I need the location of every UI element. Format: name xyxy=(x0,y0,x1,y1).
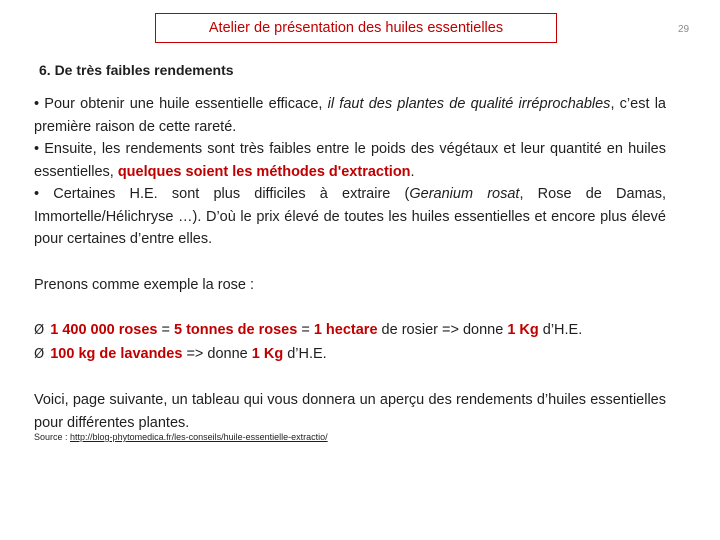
bullet-paragraph xyxy=(34,138,666,183)
bullet-text: Pour obtenir une huile essentielle efficace, xyxy=(39,96,328,112)
equals-text: = xyxy=(297,322,314,338)
yield-text: d’H.E. xyxy=(538,322,583,338)
closing-paragraph: Voici, page suivante, un tableau qui vous donnera un aperçu des rendements d’huiles essentielles pour différentes plantes. xyxy=(34,392,666,431)
yield-line-lavandes xyxy=(34,343,666,367)
tonnes-quantity: 5 tonnes de roses xyxy=(174,322,298,338)
bullet-marker: • xyxy=(34,141,40,157)
yield-line-roses xyxy=(34,319,666,343)
section-heading: 6. De très faibles rendements xyxy=(39,62,234,78)
bullet-text: , Rose de Damas, Immortelle/Hélichryse …). D’où le prix élevé de toutes les huiles essentielles et encore plus élevé pour certaines d’entre elles. xyxy=(34,186,666,247)
bullet-text: Ensuite, les rendements sont très faibles entre le poids des végétaux et leur quantité en huiles essentielles, xyxy=(34,141,666,180)
source-link[interactable]: http://blog-phytomedica.fr/les-conseils/huile-essentielle-extractio/ xyxy=(70,432,328,442)
bullet-text: Certaines H.E. sont plus difficiles à extraire ( xyxy=(39,186,410,202)
arrow-bullet-icon: Ø xyxy=(34,323,45,338)
source-note xyxy=(34,432,328,442)
bullet-paragraph xyxy=(34,93,666,138)
slide-title: Atelier de présentation des huiles essentielles xyxy=(208,20,504,36)
bullet-paragraph xyxy=(34,183,666,251)
emphasis-text: quelques soient les méthodes d'extraction xyxy=(117,163,411,180)
bullet-marker: • xyxy=(34,186,40,202)
arrow-bullet-icon: Ø xyxy=(34,346,45,362)
yield-text: de rosier => donne xyxy=(377,322,508,338)
roses-quantity: 1 400 000 roses xyxy=(50,322,158,338)
bullet-text: , c’est la première raison de cette rareté. xyxy=(34,96,666,135)
equals-text: = xyxy=(157,322,174,338)
kg-quantity: 1 Kg xyxy=(251,345,284,362)
bullet-italic-text: il faut des plantes de qualité irréprochables xyxy=(327,96,611,112)
slide-title-box xyxy=(155,13,557,43)
yield-text: d’H.E. xyxy=(283,345,327,362)
bullet-text: . xyxy=(410,163,415,180)
kg-quantity: 1 Kg xyxy=(507,322,539,338)
bullet-marker: • xyxy=(34,96,40,112)
lavandes-quantity: 100 kg de lavandes xyxy=(50,345,183,362)
bullet-italic-text: Geranium rosat xyxy=(409,186,520,202)
yield-text: => donne xyxy=(182,345,252,362)
page-number: 29 xyxy=(678,24,690,35)
slide-body xyxy=(34,93,666,434)
hectare-quantity: 1 hectare xyxy=(313,322,378,338)
example-intro: Prenons comme exemple la rose : xyxy=(34,276,255,293)
source-label: Source : xyxy=(34,432,71,442)
